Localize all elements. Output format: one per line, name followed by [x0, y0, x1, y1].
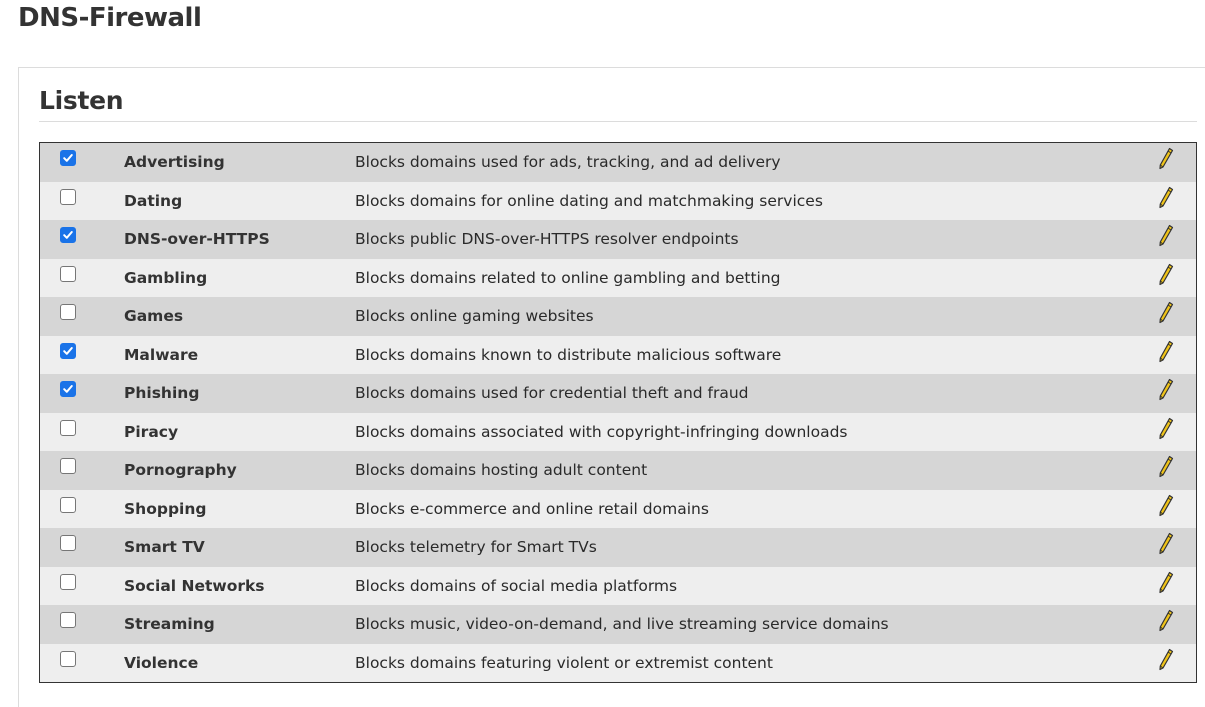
enable-cell [40, 644, 125, 683]
table-row [40, 374, 1197, 413]
pencil-icon[interactable] [1158, 224, 1174, 248]
pencil-icon[interactable] [1158, 301, 1174, 325]
list-description: Blocks domains for online dating and matchmaking services [355, 191, 823, 210]
enable-checkbox[interactable] [60, 535, 76, 551]
table-row [40, 451, 1197, 490]
table-row [40, 413, 1197, 452]
table-row [40, 528, 1197, 567]
page-title: DNS-Firewall [18, 3, 202, 33]
list-name: Social Networks [124, 576, 265, 595]
edit-cell [1136, 259, 1197, 298]
enable-checkbox[interactable] [60, 458, 76, 474]
list-description: Blocks domains of social media platforms [355, 576, 678, 595]
table-row [40, 182, 1197, 221]
blocklist-table [39, 142, 1197, 683]
pencil-icon[interactable] [1158, 417, 1174, 441]
list-name: DNS-over-HTTPS [124, 230, 270, 249]
enable-cell [40, 220, 125, 259]
edit-cell [1136, 605, 1197, 644]
list-description: Blocks public DNS-over-HTTPS resolver endpoints [355, 230, 739, 249]
pencil-icon[interactable] [1158, 378, 1174, 402]
enable-cell [40, 451, 125, 490]
enable-checkbox[interactable] [60, 227, 76, 243]
list-description: Blocks domains associated with copyright-infringing downloads [355, 422, 848, 441]
list-name: Smart TV [124, 538, 205, 557]
pencil-icon[interactable] [1158, 147, 1174, 171]
pencil-icon[interactable] [1158, 609, 1174, 633]
list-name: Pornography [124, 461, 237, 480]
enable-checkbox[interactable] [60, 381, 76, 397]
list-description: Blocks telemetry for Smart TVs [355, 538, 597, 557]
enable-checkbox[interactable] [60, 497, 76, 513]
table-row [40, 644, 1197, 683]
edit-cell [1136, 143, 1197, 182]
enable-checkbox[interactable] [60, 612, 76, 628]
edit-cell [1136, 220, 1197, 259]
list-name: Violence [124, 653, 199, 672]
table-row [40, 259, 1197, 298]
edit-cell [1136, 297, 1197, 336]
table-row [40, 605, 1197, 644]
edit-cell [1136, 182, 1197, 221]
section-divider [39, 121, 1197, 122]
list-name: Streaming [124, 615, 215, 634]
edit-cell [1136, 644, 1197, 683]
table-row [40, 567, 1197, 606]
table-row [40, 220, 1197, 259]
list-description: Blocks domains used for credential theft and fraud [355, 384, 749, 403]
edit-cell [1136, 336, 1197, 375]
enable-cell [40, 297, 125, 336]
list-name: Advertising [124, 153, 225, 172]
list-description: Blocks domains used for ads, tracking, and ad delivery [355, 153, 781, 172]
edit-cell [1136, 374, 1197, 413]
enable-cell [40, 413, 125, 452]
edit-cell [1136, 490, 1197, 529]
list-name: Shopping [124, 499, 207, 518]
list-description: Blocks online gaming websites [355, 307, 594, 326]
enable-cell [40, 567, 125, 606]
enable-cell [40, 374, 125, 413]
list-description: Blocks domains featuring violent or extremist content [355, 653, 773, 672]
edit-cell [1136, 567, 1197, 606]
pencil-icon[interactable] [1158, 648, 1174, 672]
table-row [40, 143, 1197, 182]
section-title: Listen [39, 86, 124, 115]
table-row [40, 297, 1197, 336]
list-name: Piracy [124, 422, 179, 441]
enable-cell [40, 605, 125, 644]
list-description: Blocks music, video-on-demand, and live streaming service domains [355, 615, 889, 634]
list-description: Blocks e-commerce and online retail domains [355, 499, 709, 518]
enable-checkbox[interactable] [60, 189, 76, 205]
blocklist-table-body [40, 143, 1197, 683]
list-description: Blocks domains hosting adult content [355, 461, 648, 480]
list-description: Blocks domains known to distribute malicious software [355, 345, 782, 364]
enable-cell [40, 259, 125, 298]
list-name: Phishing [124, 384, 200, 403]
list-name: Gambling [124, 268, 208, 287]
edit-cell [1136, 528, 1197, 567]
enable-cell [40, 182, 125, 221]
table-row [40, 336, 1197, 375]
enable-checkbox[interactable] [60, 266, 76, 282]
enable-checkbox[interactable] [60, 150, 76, 166]
pencil-icon[interactable] [1158, 340, 1174, 364]
pencil-icon[interactable] [1158, 532, 1174, 556]
enable-cell [40, 143, 125, 182]
table-row [40, 490, 1197, 529]
pencil-icon[interactable] [1158, 494, 1174, 518]
list-name: Malware [124, 345, 199, 364]
pencil-icon[interactable] [1158, 186, 1174, 210]
enable-checkbox[interactable] [60, 304, 76, 320]
edit-cell [1136, 451, 1197, 490]
enable-cell [40, 528, 125, 567]
enable-cell [40, 336, 125, 375]
pencil-icon[interactable] [1158, 263, 1174, 287]
pencil-icon[interactable] [1158, 455, 1174, 479]
enable-checkbox[interactable] [60, 574, 76, 590]
list-description: Blocks domains related to online gambling and betting [355, 268, 781, 287]
edit-cell [1136, 413, 1197, 452]
enable-cell [40, 490, 125, 529]
enable-checkbox[interactable] [60, 420, 76, 436]
enable-checkbox[interactable] [60, 651, 76, 667]
enable-checkbox[interactable] [60, 343, 76, 359]
list-name: Dating [124, 191, 183, 210]
pencil-icon[interactable] [1158, 571, 1174, 595]
lists-panel [18, 67, 1205, 707]
list-name: Games [124, 307, 184, 326]
